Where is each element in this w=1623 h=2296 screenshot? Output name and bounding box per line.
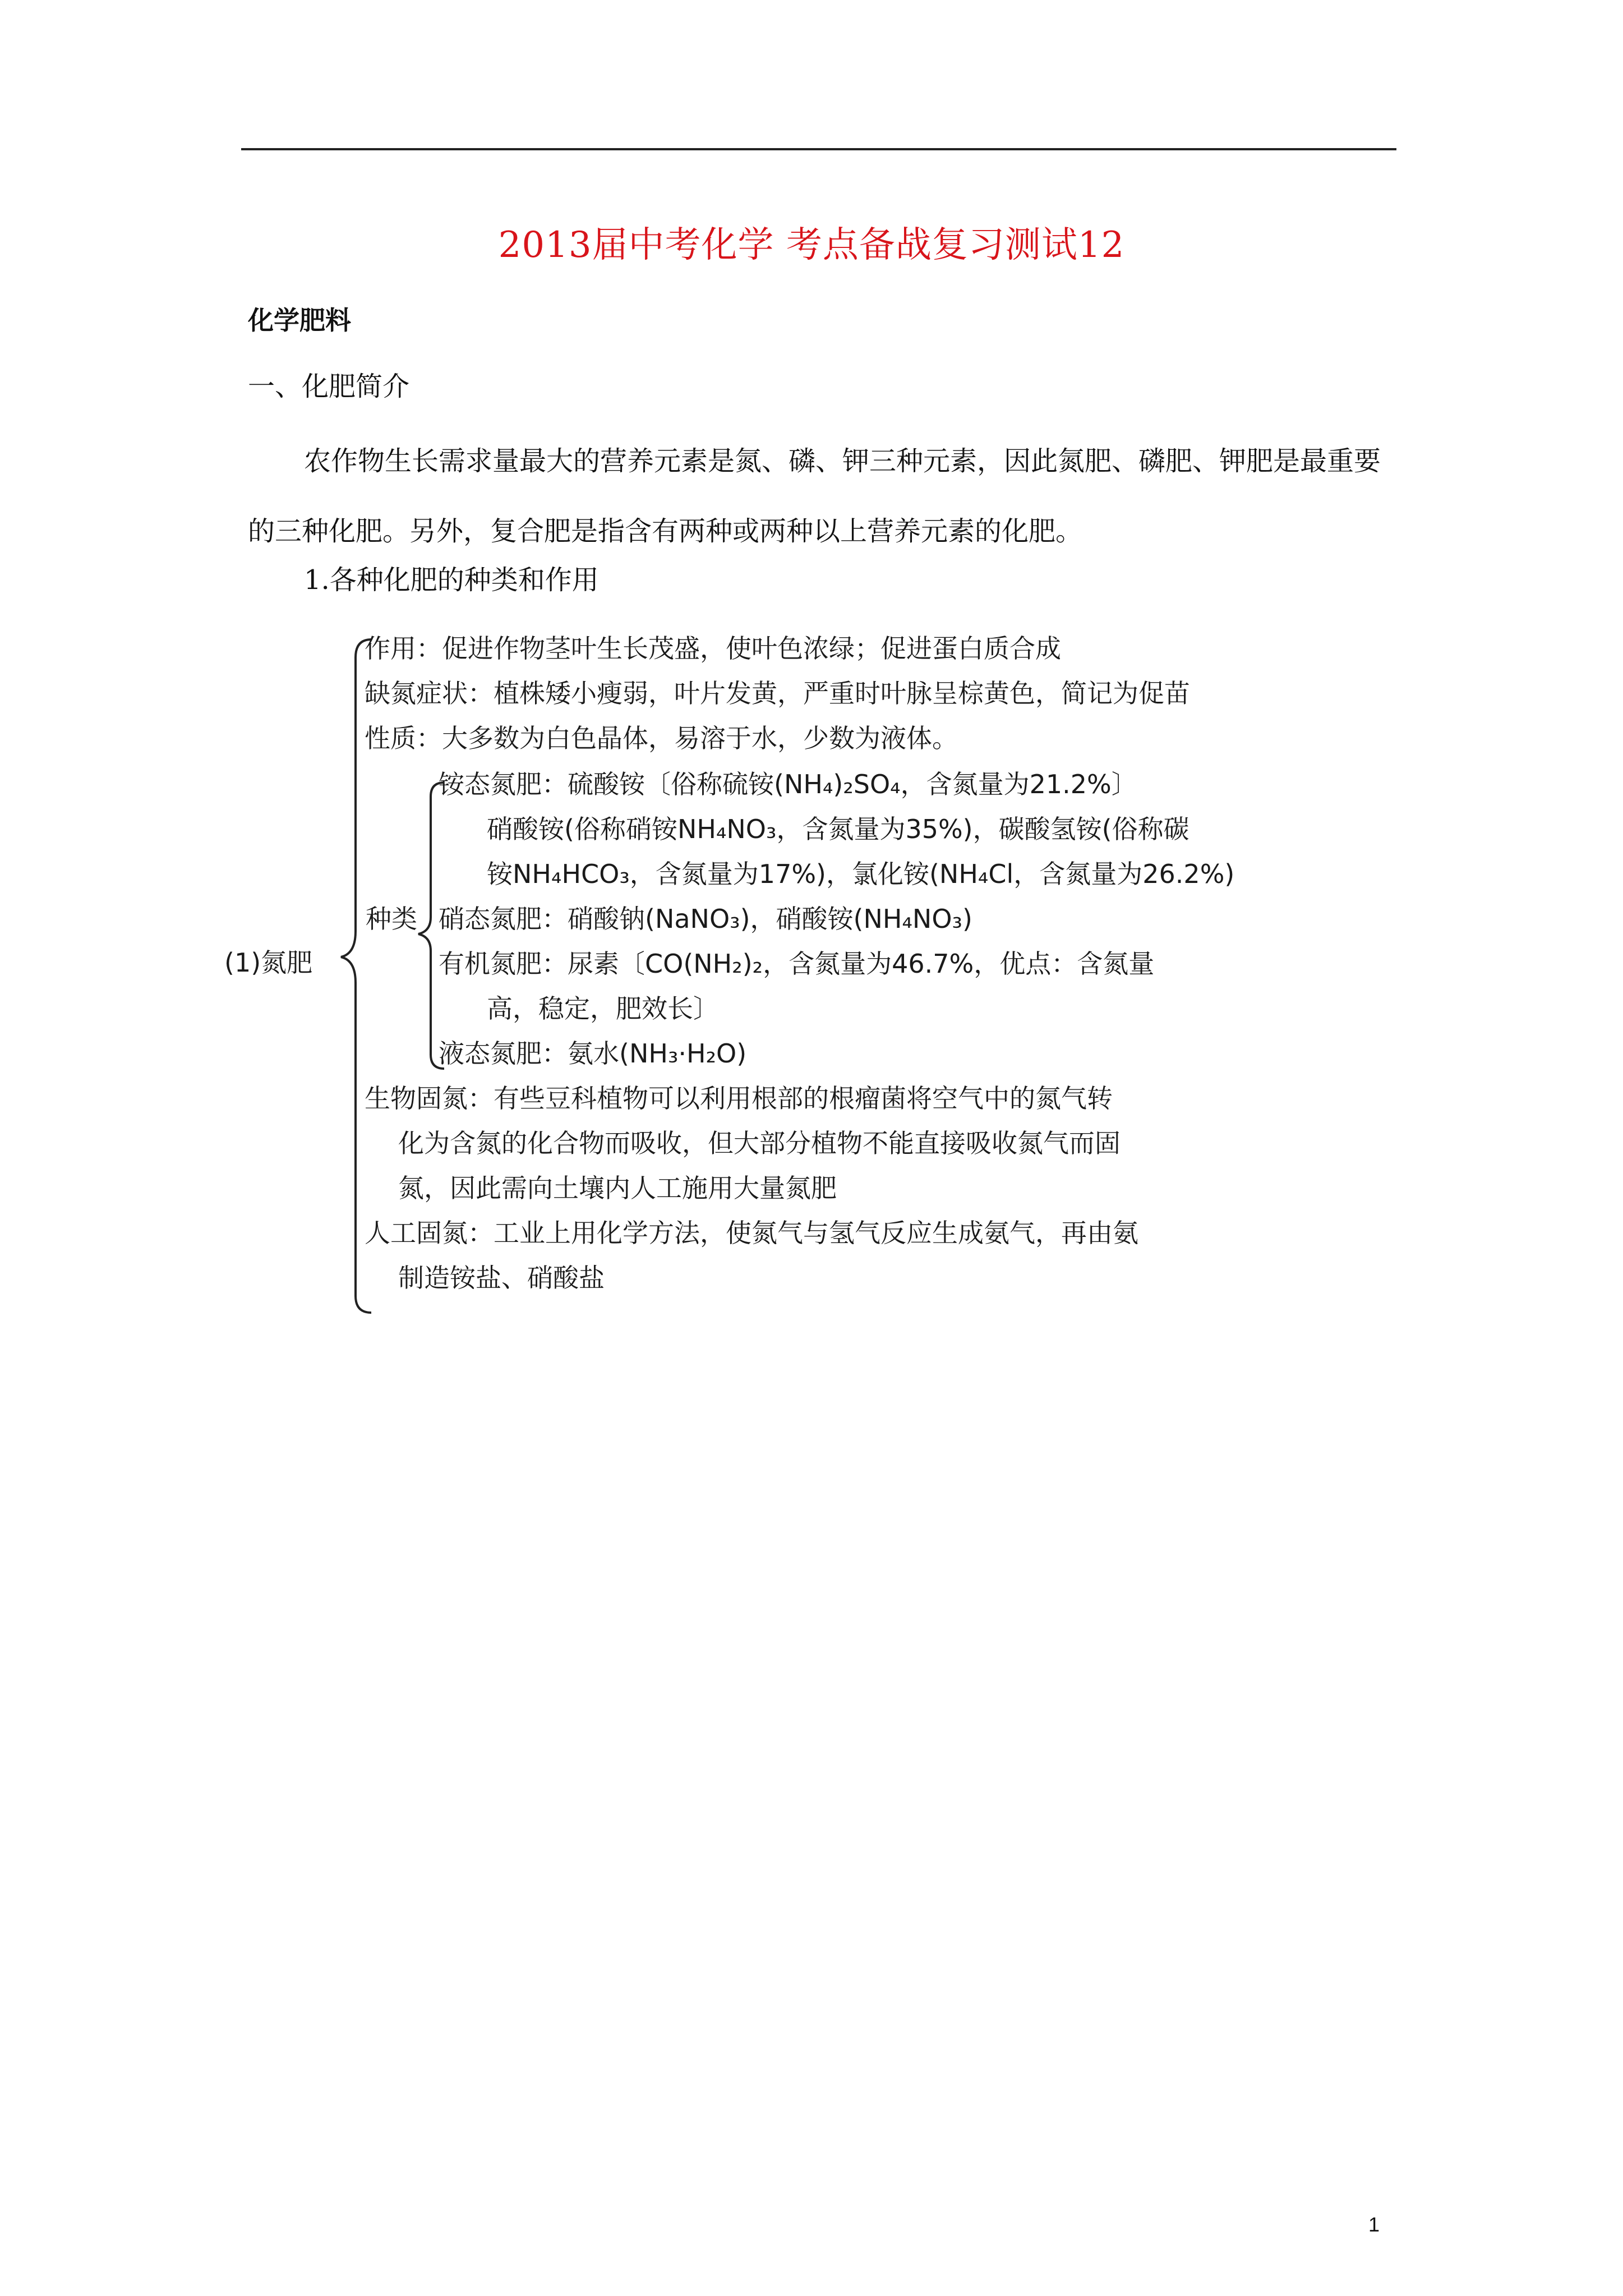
property-line: 性质：大多数为白色晶体，易溶于水，少数为液体。: [365, 723, 958, 753]
item-heading: 1.各种化肥的种类和作用: [304, 564, 599, 596]
ammonium-line-2: 硝酸铵(俗称硝铵NH₄NO₃，含氮量为35%)，碳酸氢铵(俗称碳: [487, 814, 1189, 844]
intro-paragraph: 农作物生长需求量最大的营养元素是氮、磷、钾三种元素，因此氮肥、磷肥、钾肥是最重要的三种化肥。另外，复合肥是指含有两种或两种以上营养元素的化肥。: [248, 445, 1381, 547]
header-rule: [241, 148, 1396, 150]
artificial-fixation-line-1: 人工固氮：工业上用化学方法，使氮气与氢气反应生成氨气，再由氨: [365, 1218, 1138, 1248]
ammonium-line-1: 铵态氮肥：硫酸铵〔俗称硫铵(NH₄)₂SO₄，含氮量为21.2%〕: [439, 769, 1137, 799]
liquid-line: 液态氮肥：氨水(NH₃·H₂O): [439, 1038, 747, 1069]
page-number: 1: [1368, 2213, 1380, 2236]
organic-line-2: 高，稳定，肥效长〕: [487, 993, 719, 1024]
deficiency-line: 缺氮症状：植株矮小瘦弱，叶片发黄，严重时叶脉呈棕黄色，简记为促苗: [365, 678, 1190, 708]
organic-line-1: 有机氮肥：尿素〔CO(NH₂)₂，含氮量为46.7%，优点：含氮量: [439, 949, 1155, 979]
root-label: (1)氮肥: [224, 947, 313, 978]
section-heading: 化学肥料: [248, 305, 351, 335]
artificial-fixation-line-2: 制造铵盐、硝酸盐: [398, 1263, 605, 1293]
document-title: 2013届中考化学 考点备战复习测试12: [498, 224, 1125, 266]
nitrate-line: 硝态氮肥：硝酸钠(NaNO₃)，硝酸铵(NH₄NO₃): [439, 904, 972, 934]
kinds-label: 种类: [366, 904, 417, 934]
ammonium-line-3: 铵NH₄HCO₃，含氮量为17%)，氯化铵(NH₄Cl，含氮量为26.2%): [487, 859, 1235, 889]
nitrogen-fertilizer-diagram: [224, 617, 1346, 1341]
effect-line: 作用：促进作物茎叶生长茂盛，使叶色浓绿；促进蛋白质合成: [365, 633, 1061, 664]
bio-fixation-line-2: 化为含氮的化合物而吸收，但大部分植物不能直接吸收氮气而固: [398, 1128, 1121, 1158]
bio-fixation-line-1: 生物固氮：有些豆科植物可以利用根部的根瘤菌将空气中的氮气转: [365, 1083, 1113, 1114]
bio-fixation-line-3: 氮，因此需向土壤内人工施用大量氮肥: [398, 1173, 837, 1203]
subsection-heading: 一、化肥简介: [248, 371, 410, 402]
